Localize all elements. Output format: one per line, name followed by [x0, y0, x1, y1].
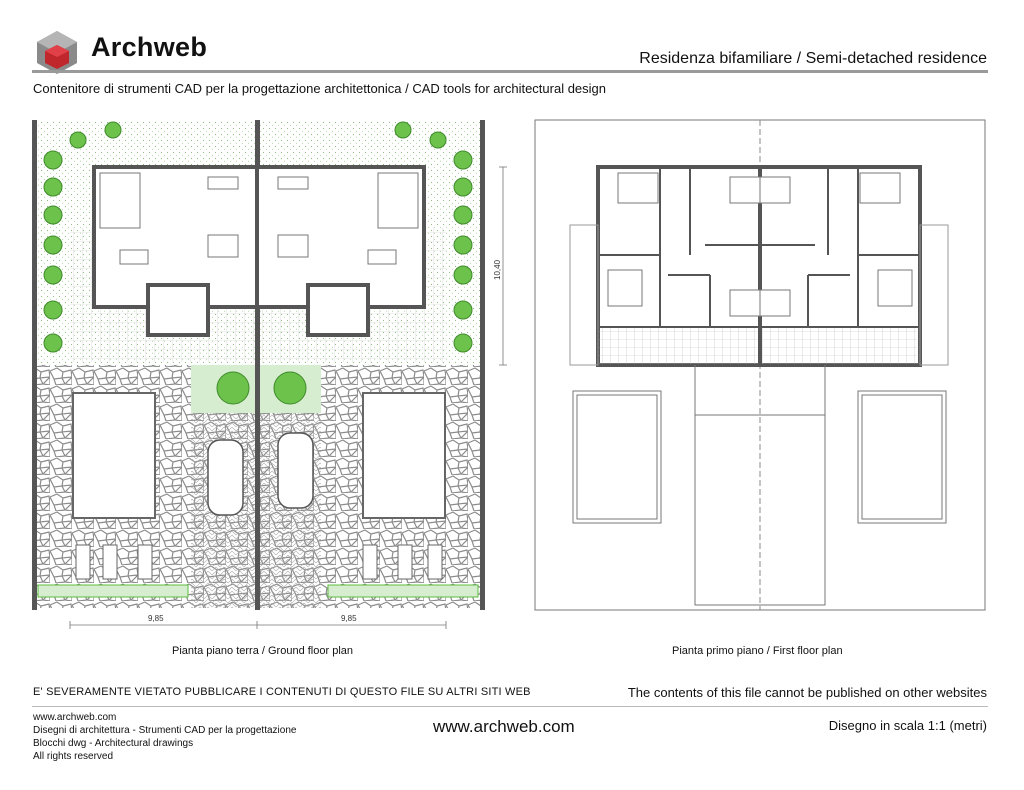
footer-line-2: Disegni di architettura - Strumenti CAD per la progettazione: [33, 725, 297, 736]
ground-floor-plan: [28, 115, 518, 635]
footer-line-3: Blocchi dwg - Architectural drawings: [33, 738, 194, 749]
header-rule: [32, 70, 988, 73]
footer-rule: [32, 706, 988, 707]
ground-floor-caption: Pianta piano terra / Ground floor plan: [172, 645, 354, 657]
footer-url[interactable]: www.archweb.com: [433, 717, 575, 736]
footer-info: [33, 711, 296, 763]
page-subtitle: Contenitore di strumenti CAD per la progettazione architettonica / CAD tools for architectural design: [33, 81, 607, 96]
copyright-notice-it: E' SEVERAMENTE VIETATO PUBBLICARE I CONTENUTI DI QUESTO FILE SU ALTRI SITI WEB: [33, 686, 531, 698]
footer-line-1: www.archweb.com: [33, 712, 117, 723]
archweb-logo: [34, 29, 80, 75]
dim-depth-label: 10,40: [493, 259, 502, 280]
brand-name: Archweb: [91, 32, 208, 62]
first-floor-caption: Pianta primo piano / First floor plan: [672, 645, 843, 657]
dim-right-label: 9,85: [341, 614, 357, 623]
first-floor-plan: [530, 115, 990, 620]
page-title: Residenza bifamiliare / Semi-detached residence: [639, 50, 987, 67]
scale-note: Disegno in scala 1:1 (metri): [828, 718, 987, 733]
copyright-notice-en: The contents of this file cannot be published on other websites: [627, 685, 987, 700]
footer-line-4: All rights reserved: [33, 751, 114, 762]
dim-left-label: 9,85: [148, 614, 164, 623]
logo-cube-icon: [34, 29, 80, 75]
